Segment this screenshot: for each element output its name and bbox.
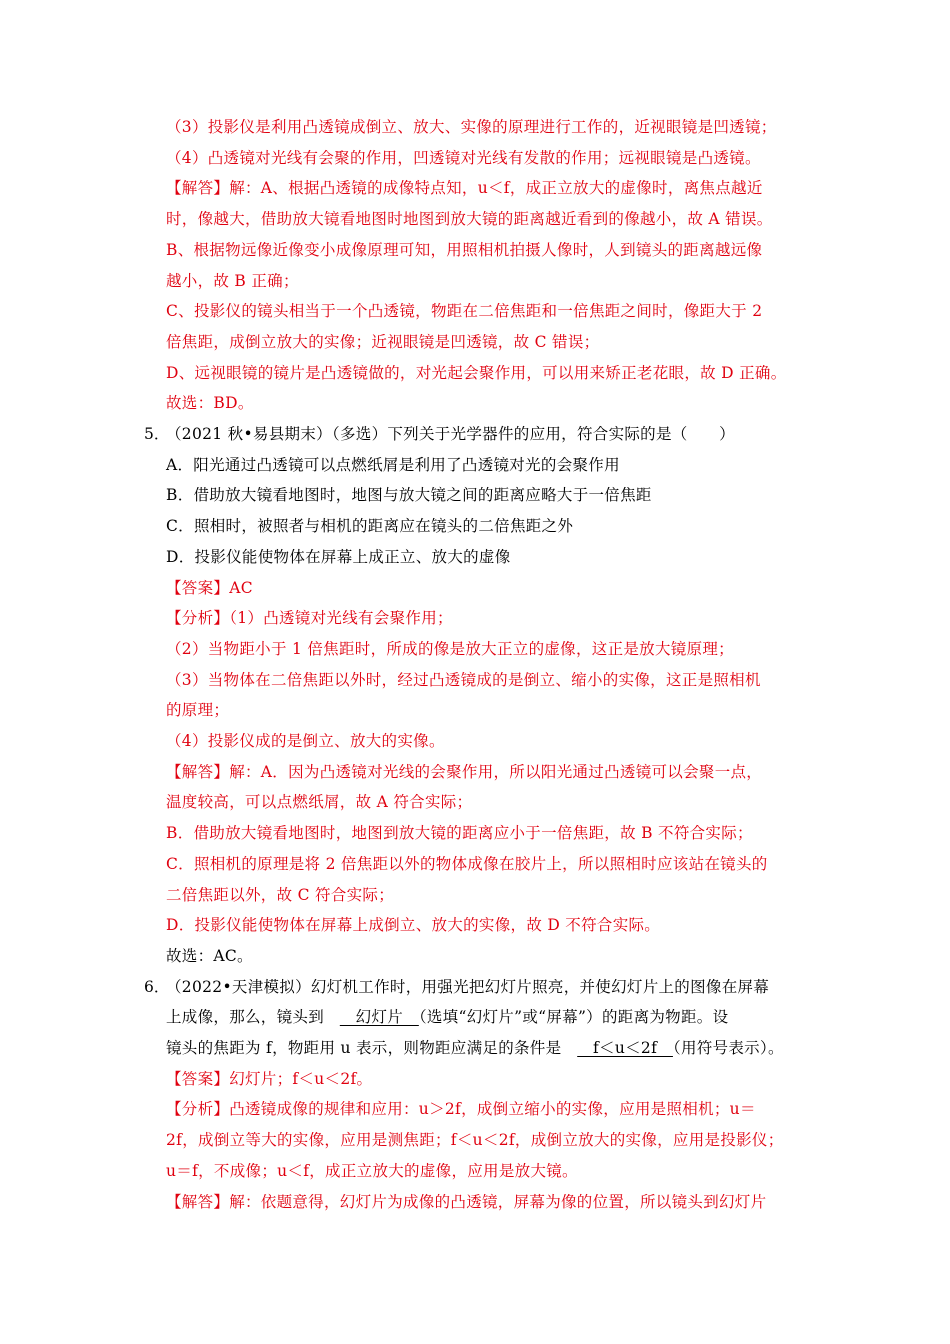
text-line: （4）投影仪成的是倒立、放大的实像。 (166, 732, 445, 750)
text-line: 时，像越大，借助放大镜看地图时地图到放大镜的距离越近看到的像越小，故 A 错误。 (166, 210, 773, 228)
text-line: 【分析】凸透镜成像的规律和应用：u＞2f，成倒立缩小的实像，应用是照相机；u＝ (166, 1100, 756, 1118)
text-line: 2f，成倒立等大的实像，应用是测焦距；f＜u＜2f，成倒立放大的实像，应用是投影仪； (166, 1131, 784, 1149)
fill-in-answer: 幻灯片 (339, 1008, 419, 1026)
text-line: B．借助放大镜看地图时，地图与放大镜之间的距离应略大于一倍焦距 (166, 486, 652, 504)
text-line: C．照相时，被照者与相机的距离应在镜头的二倍焦距之外 (166, 517, 574, 535)
text-line: 的原理； (166, 701, 230, 719)
text-line: 温度较高，可以点燃纸屑，故 A 符合实际； (166, 793, 473, 811)
text-line: D．投影仪能使物体在屏幕上成正立、放大的虚像 (166, 548, 511, 566)
text-line: u＝f，不成像；u＜f，成正立放大的虚像，应用是放大镜。 (166, 1162, 578, 1180)
text-line: C、投影仪的镜头相当于一个凸透镜，物距在二倍焦距和一倍焦距之间时，像距大于 2 (166, 302, 763, 320)
text-segment: （选填“幻灯片”或“屏幕”）的距离为物距。设 (418, 1008, 729, 1026)
text-line: 【答案】幻灯片；f＜u＜2f。 (166, 1070, 373, 1088)
text-line (166, 1037, 784, 1059)
text-line: 【分析】（1）凸透镜对光线有会聚作用； (166, 609, 453, 627)
text-line (166, 1006, 728, 1028)
text-segment: （用符号表示）。 (672, 1039, 784, 1057)
question-number: 5． (144, 425, 170, 443)
text-line: 越小，故 B 正确； (166, 272, 299, 290)
text-line: 【答案】AC (166, 579, 253, 597)
text-line: （2021 秋•易县期末）（多选）下列关于光学器件的应用，符合实际的是（ ） (166, 425, 735, 443)
text-line: （2）当物距小于 1 倍焦距时，所成的像是放大正立的虚像，这正是放大镜原理； (166, 640, 734, 658)
text-line: 【解答】解：依题意得，幻灯片为成像的凸透镜，屏幕为像的位置，所以镜头到幻灯片 (166, 1193, 767, 1211)
text-line: 倍焦距，成倒立放大的实像；近视眼镜是凹透镜，故 C 错误； (166, 333, 600, 351)
text-line: 【解答】解：A、根据凸透镜的成像特点知，u＜f，成正立放大的虚像时，离焦点越近 (166, 179, 763, 197)
text-segment: 镜头的焦距为 f，物距用 u 表示，则物距应满足的条件是 (166, 1039, 578, 1057)
text-line: 故选：AC。 (166, 947, 253, 965)
text-line: B、根据物远像近像变小成像原理可知，用照相机拍摄人像时，人到镜头的距离越远像 (166, 241, 763, 259)
text-line: D、远视眼镜的镜片是凸透镜做的，对光起会聚作用，可以用来矫正老花眼，故 D 正确。 (166, 364, 787, 382)
text-line: （2022•天津模拟）幻灯机工作时，用强光把幻灯片照亮，并使幻灯片上的图像在屏幕 (166, 978, 770, 996)
text-line: 故选：BD。 (166, 394, 254, 412)
text-segment: 上成像，那么，镜头到 (166, 1008, 340, 1026)
text-line: C．照相机的原理是将 2 倍焦距以外的物体成像在胶片上，所以照相时应该站在镜头的 (166, 855, 768, 873)
text-line: B．借助放大镜看地图时，地图到放大镜的距离应小于一倍焦距，故 B 不符合实际； (166, 824, 753, 842)
question-number: 6． (144, 978, 170, 996)
text-line: 二倍焦距以外，故 C 符合实际； (166, 886, 395, 904)
fill-in-answer: f＜u＜2f (577, 1039, 673, 1057)
text-line: A．阳光通过凸透镜可以点燃纸屑是利用了凸透镜对光的会聚作用 (166, 456, 620, 474)
text-line: D．投影仪能使物体在屏幕上成倒立、放大的实像，故 D 不符合实际。 (166, 916, 661, 934)
text-line: （3）当物体在二倍焦距以外时，经过凸透镜成的是倒立、缩小的实像，这正是照相机 (166, 671, 761, 689)
text-line: （4）凸透镜对光线有会聚的作用，凹透镜对光线有发散的作用；远视眼镜是凸透镜。 (166, 149, 761, 167)
text-line: 【解答】解：A．因为凸透镜对光线的会聚作用，所以阳光通过凸透镜可以会聚一点， (166, 763, 763, 781)
text-line: （3）投影仪是利用凸透镜成倒立、放大、实像的原理进行工作的，近视眼镜是凹透镜； (166, 118, 777, 136)
